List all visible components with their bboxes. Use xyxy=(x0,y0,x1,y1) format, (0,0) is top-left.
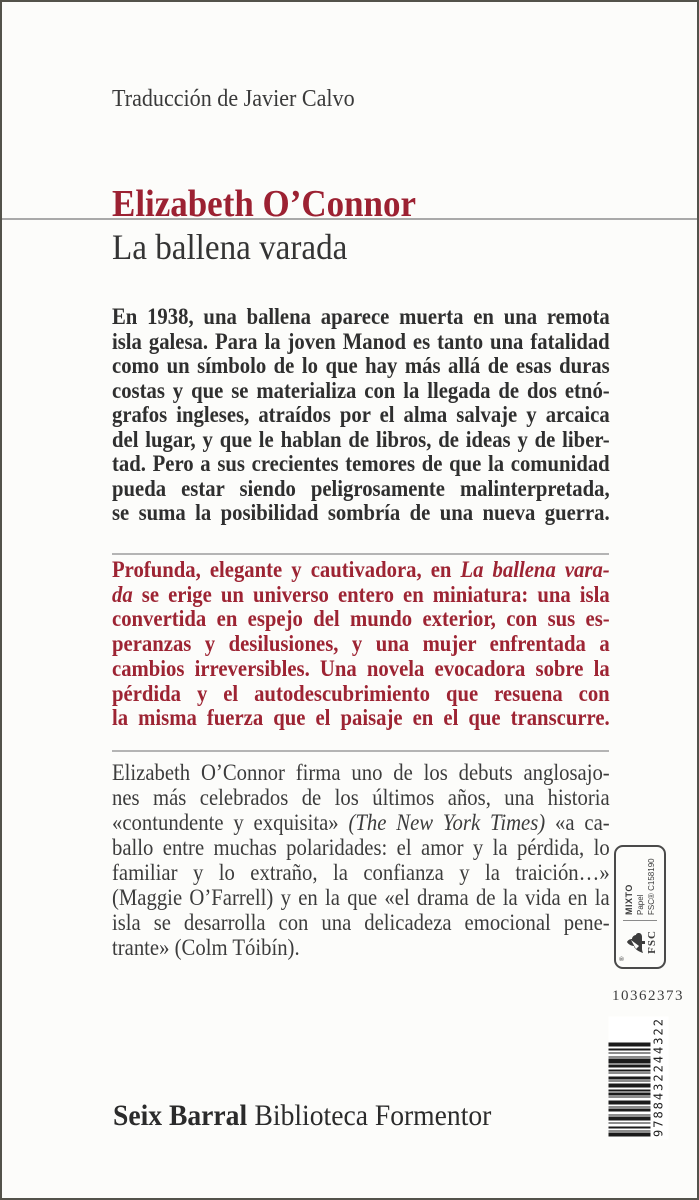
barcode-bar xyxy=(609,1076,651,1079)
barcode-bar xyxy=(609,1126,651,1129)
text-line: Elizabeth O’Connor firma uno de los debuts anglosajo- xyxy=(112,760,610,785)
barcode-gap xyxy=(609,1115,651,1116)
fsc-license-code: FSC® C158190 xyxy=(647,858,656,915)
section-divider xyxy=(112,750,609,752)
barcode-gap xyxy=(609,1091,651,1092)
barcode-bar xyxy=(609,1052,651,1053)
barcode-gap xyxy=(609,1042,651,1043)
text-line: pueda estar siendo peligrosamente malinterpretada, xyxy=(112,475,610,501)
barcode-bar xyxy=(609,1070,651,1071)
fsc-logo xyxy=(623,923,657,961)
isbn-barcode xyxy=(609,1017,669,1140)
registered-mark: ® xyxy=(620,956,626,961)
text-line: grafos ingleses, atraídos por el alma salvaje y arcaica xyxy=(112,402,610,427)
barcode-gap xyxy=(609,1132,651,1133)
barcode-bar xyxy=(609,1056,651,1057)
fsc-label-separator xyxy=(623,920,657,921)
barcode-gap xyxy=(609,1129,651,1130)
barcode-bar xyxy=(609,1117,651,1121)
barcode-bar xyxy=(609,1083,651,1087)
text-line: isla galesa. Para la joven Manod es tanto una fatalidad xyxy=(112,328,610,354)
barcode-bar xyxy=(609,1130,651,1131)
text-line: familiar y lo extraño, la confianza y la traición…» xyxy=(112,860,610,885)
barcode-bar xyxy=(609,1097,651,1098)
barcode-bar xyxy=(609,1059,651,1063)
barcode-bar xyxy=(609,1109,651,1112)
text-line: ballo entre muchas polaridades: el amor y la pérdida, lo xyxy=(112,835,610,860)
translator-credit: Traducción de Javier Calvo xyxy=(112,86,355,112)
fsc-certification-label xyxy=(614,845,666,969)
text-line: (Maggie O’Farrell) y en la que «el drama de la vida en la xyxy=(112,885,610,910)
barcode-gap xyxy=(609,1051,651,1052)
fsc-label-text xyxy=(624,858,656,915)
barcode-bar xyxy=(609,1081,651,1082)
text-line: costas y que se materializa con la llegada de dos etnó- xyxy=(112,377,610,403)
review-quote-paragraph xyxy=(112,558,610,731)
barcode-bar xyxy=(609,1064,651,1067)
text-line: convertida en espejo del mundo exterior, con sus es- xyxy=(112,606,610,632)
barcode-gap xyxy=(609,1071,651,1072)
publisher-line xyxy=(113,1099,524,1133)
text-line: tad. Pero a sus crecientes temores de que la comunidad xyxy=(112,451,610,476)
barcode-gap xyxy=(609,1107,651,1108)
barcode-gap xyxy=(609,1098,651,1101)
text-line: nes más celebrados de los últimos años, una historia xyxy=(112,785,610,810)
barcode-gap xyxy=(609,1124,651,1127)
barcode-gap xyxy=(609,1054,651,1057)
text-line: la misma fuerza que el paisaje en el que transcurre. xyxy=(112,705,610,731)
text-line: trante» (Colm Tóibín). xyxy=(112,935,300,960)
fsc-tree-icon xyxy=(623,929,647,955)
publisher-collection: Biblioteca Formentor xyxy=(254,1099,492,1132)
barcode-gap xyxy=(609,1105,651,1106)
text-line: En 1938, una ballena aparece muerta en una remota xyxy=(112,304,610,329)
text-line: se suma la posibilidad sombría de una nueva guerra. xyxy=(112,500,610,525)
barcode-gap xyxy=(609,1095,651,1096)
barcode-gap xyxy=(609,1047,651,1048)
barcode-gap xyxy=(609,1067,651,1070)
isbn-number: 9788432244322 xyxy=(651,1017,666,1137)
text-line: cambios irreversibles. Una novela evocadora sobre la xyxy=(112,655,610,681)
fsc-wordmark: FSC xyxy=(646,930,658,954)
barcode-gap xyxy=(609,1087,651,1090)
barcode-gap xyxy=(609,1121,651,1122)
author-name: Elizabeth O’Connor xyxy=(112,183,416,225)
publisher-imprint: Seix Barral xyxy=(113,1099,248,1132)
barcode-gap xyxy=(609,1079,651,1080)
barcode-bar xyxy=(609,1090,651,1091)
book-title: La ballena varada xyxy=(112,227,348,267)
print-code: 10362373 xyxy=(612,988,684,1004)
barcode-gap xyxy=(609,1082,651,1083)
section-divider xyxy=(112,553,609,555)
barcode-gap xyxy=(609,1063,651,1064)
text-line: da se erige un universo entero en miniatura: una isla xyxy=(112,581,610,607)
barcode-gap xyxy=(609,1111,651,1114)
text-line: del lugar, y que le hablan de libros, de ideas y de liber- xyxy=(112,426,610,452)
barcode-gap xyxy=(609,1058,651,1059)
text-line: Profunda, elegante y cautivadora, en La ballena vara- xyxy=(112,557,610,582)
fsc-type: MIXTO xyxy=(624,884,634,915)
publisher-text xyxy=(113,1099,491,1133)
text-line: como un símbolo de lo que hay más allá de esas duras xyxy=(112,353,610,378)
barcode-bar xyxy=(609,1043,651,1047)
press-quotes-paragraph xyxy=(112,760,610,960)
barcode-bar xyxy=(609,1048,651,1051)
barcode-bar xyxy=(609,1114,651,1115)
barcode-bar xyxy=(609,1072,651,1073)
barcode-bar xyxy=(609,1093,651,1096)
barcode-bar xyxy=(609,1106,651,1107)
text-line: «contundente y exquisita» (The New York Times) «a ca- xyxy=(112,810,610,835)
fsc-material: Papel xyxy=(636,894,645,915)
barcode-gap xyxy=(609,1074,651,1077)
text-line: pérdida y el autodescubrimiento que resuena con xyxy=(112,680,610,706)
text-line: isla se desarrolla con una delicadeza emocional pene- xyxy=(112,910,610,935)
barcode-bar xyxy=(609,1122,651,1123)
barcode-bars xyxy=(609,1019,651,1137)
synopsis-paragraph xyxy=(112,305,610,526)
barcode-bar xyxy=(609,1101,651,1105)
barcode-bar xyxy=(609,1133,651,1137)
text-line: peranzas y desilusiones, y una mujer enfrentada a xyxy=(112,631,610,657)
